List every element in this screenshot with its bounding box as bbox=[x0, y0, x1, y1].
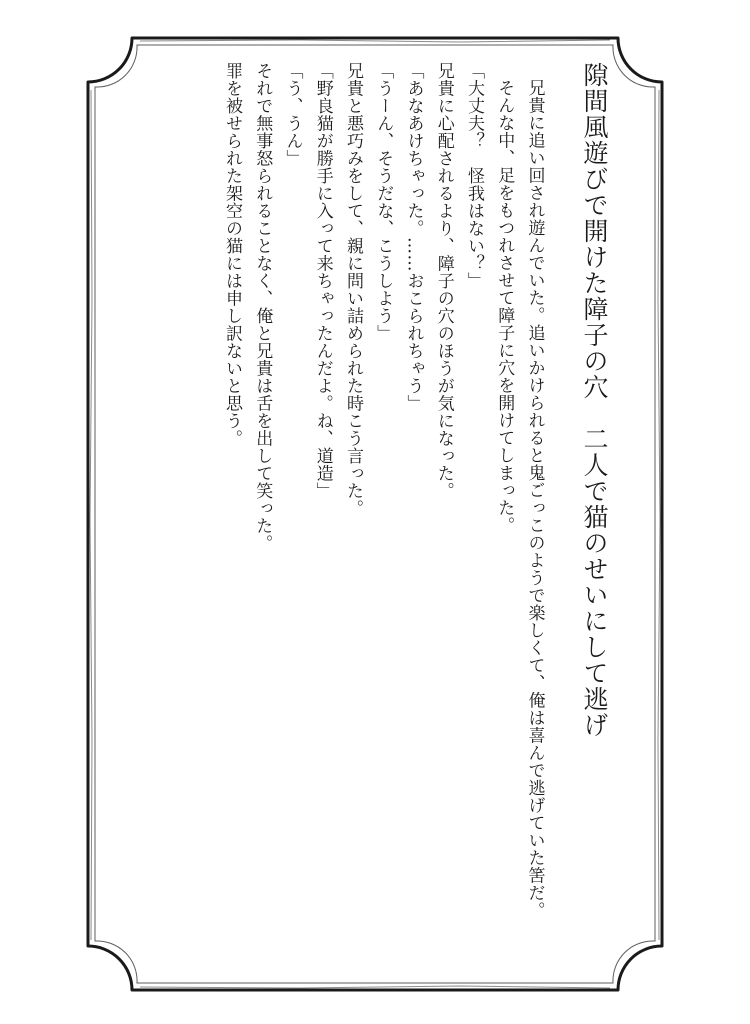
dialogue-line: 「大丈夫？ 怪我はない？」 bbox=[464, 62, 484, 290]
frame-texture-left bbox=[90, 90, 92, 940]
document-title: 隙間風遊びで開けた障子の穴 二人で猫のせいにして逃げ bbox=[580, 62, 609, 738]
paragraph: そんな中、足をもつれさせて障子に穴を開けてしまった。 bbox=[494, 79, 515, 534]
frame-texture-top bbox=[140, 40, 610, 42]
paragraph: それで無事怒られることなく、俺と兄貴は舌を出して笑った。 bbox=[252, 62, 273, 552]
dialogue-line: 「う、うん」 bbox=[282, 62, 303, 167]
paragraph: 罪を被せられた架空の猫には申し訳ないと思う。 bbox=[222, 62, 242, 447]
document-body bbox=[217, 62, 550, 962]
dialogue-line: 「あなあけちゃった。……おこられちゃう」 bbox=[403, 62, 424, 412]
dialogue-line: 「野良猫が勝手に入って来ちゃったんだよ。ね、道造」 bbox=[312, 62, 333, 500]
dialogue-line: 「うーん、そうだな、こうしよう」 bbox=[373, 62, 394, 342]
vertical-text-area bbox=[150, 62, 610, 962]
frame-texture-right bbox=[658, 90, 660, 940]
frame-texture-bottom bbox=[140, 986, 610, 988]
paragraph: 兄貴と悪巧みをして、親に問い詰められた時こう言った。 bbox=[343, 62, 363, 517]
paragraph: 兄貴に追い回され遊んでいた。追いかけられると鬼ごっこのようで楽しくて、俺は喜んで逃げていた筈だ。 bbox=[524, 79, 545, 919]
paragraph: 兄貴に心配されるより、障子の穴のほうが気になった。 bbox=[433, 62, 454, 500]
